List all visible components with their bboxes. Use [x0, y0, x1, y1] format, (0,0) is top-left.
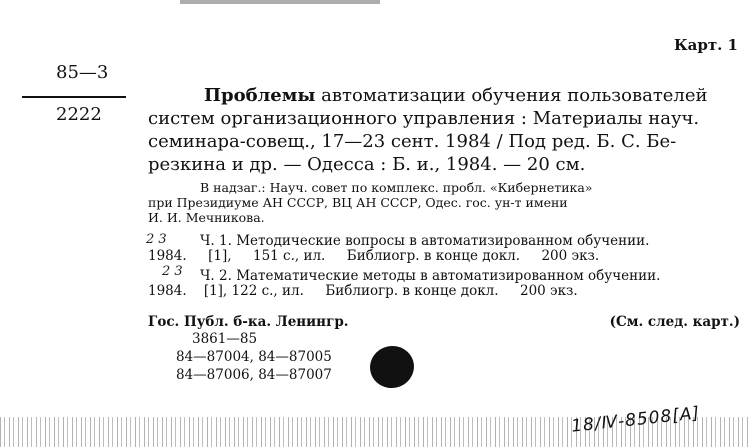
ink-stamp-blot [366, 342, 418, 392]
main-line-1 [148, 84, 708, 107]
main-line-3: семинара-совещ., 17—23 сент. 1984 / Под ред. Б. С. Бе- [148, 131, 677, 152]
holding-library: Гос. Публ. б-ка. Ленингр. [148, 314, 349, 330]
note-line-2: при Президиуме АН СССР, ВЦ АН СССР, Одес. гос. ун-т имени [148, 195, 568, 210]
note-line-1: В надзаг.: Науч. совет по комплекс. пробл. «Кибернетика» [200, 180, 593, 195]
inventory-line-3: 84—87006, 84—87007 [176, 367, 332, 383]
volume-2-hand-mark: 2 3 [162, 264, 183, 279]
shelfmark-bottom: 2222 [56, 104, 102, 125]
scan-artifact-top [180, 0, 380, 4]
note-block [148, 180, 592, 225]
volume-2 [148, 269, 660, 299]
volume-1 [148, 234, 649, 264]
scan-artifact-bottom [0, 417, 750, 447]
volume-1-line-1: Ч. 1. Методические вопросы в автоматизированном обучении. [200, 233, 650, 249]
shelfmark-divider [22, 96, 126, 98]
shelfmark-top: 85—3 [56, 62, 109, 83]
handwritten-code: 18/Ⅳ-8508[A] [569, 403, 701, 437]
volume-1-hand-mark: 2 3 [146, 232, 167, 247]
main-entry [148, 84, 708, 176]
volume-2-line-2: 1984. [1], 122 с., ил. Библиогр. в конце докл. 200 экз. [148, 283, 578, 299]
inventory-line-2: 84—87004, 84—87005 [176, 349, 332, 365]
see-next-card: (См. след. карт.) [609, 314, 740, 330]
title-lead: Проблемы [204, 85, 316, 106]
volume-2-line-1: Ч. 2. Математические методы в автоматизированном обучении. [200, 268, 661, 284]
main-line-2: систем организационного управления : Материалы науч. [148, 108, 700, 129]
inventory-line-1: 3861—85 [192, 331, 258, 347]
card-number: Карт. 1 [673, 36, 738, 54]
volume-1-line-2: 1984. [1], 151 с., ил. Библиогр. в конце докл. 200 экз. [148, 248, 600, 264]
main-line-1-text: автоматизации обучения пользователей [321, 85, 708, 106]
note-line-3: И. И. Мечникова. [148, 210, 265, 225]
main-line-4: резкина и др. — Одесса : Б. и., 1984. — 20 см. [148, 154, 586, 175]
inventory-numbers [176, 330, 332, 384]
